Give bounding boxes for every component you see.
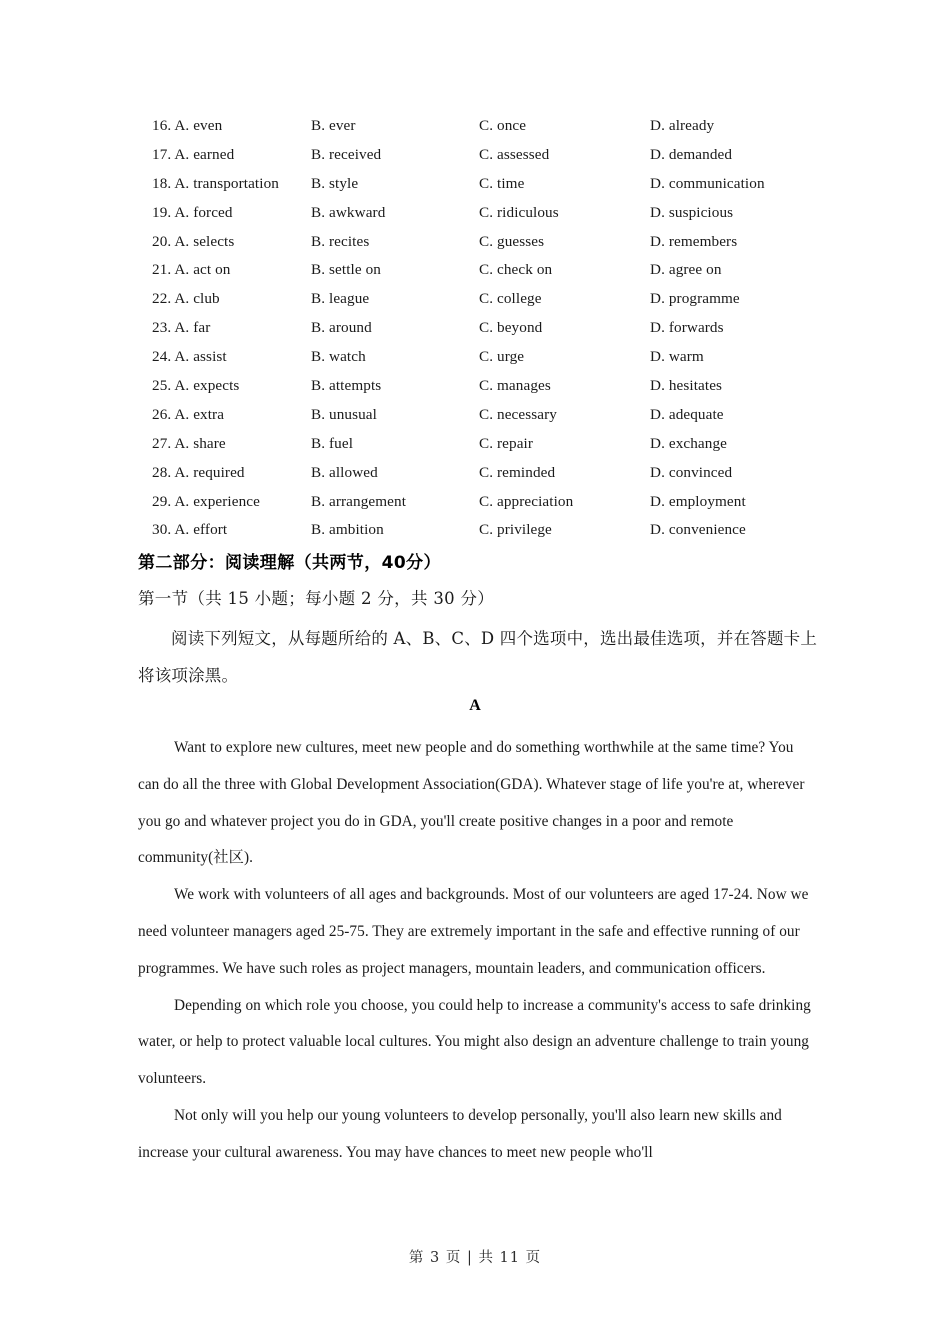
option-d[interactable]: D. employment bbox=[650, 492, 746, 510]
option-b[interactable]: B. awkward bbox=[311, 203, 386, 221]
option-d[interactable]: D. convenience bbox=[650, 521, 746, 539]
option-c[interactable]: C. check on bbox=[479, 261, 553, 279]
table-row bbox=[152, 430, 852, 459]
option-a[interactable]: 29. A. experience bbox=[152, 492, 260, 510]
option-c[interactable]: C. manages bbox=[479, 377, 551, 395]
option-d[interactable]: D. communication bbox=[650, 174, 765, 192]
option-c[interactable]: C. urge bbox=[479, 348, 525, 366]
option-d[interactable]: D. exchange bbox=[650, 434, 728, 452]
option-d[interactable]: D. agree on bbox=[650, 261, 722, 279]
option-a[interactable]: 25. A. expects bbox=[152, 377, 240, 395]
option-b[interactable]: B. received bbox=[311, 145, 382, 163]
option-d[interactable]: D. remembers bbox=[650, 232, 738, 250]
option-b[interactable]: B. around bbox=[311, 319, 372, 337]
section-instruction: 阅读下列短文，从每题所给的 A、B、C、D 四个选项中，选出最佳选项，并在答题卡上将该项涂黑。 bbox=[138, 629, 818, 685]
option-b[interactable]: B. attempts bbox=[311, 377, 382, 395]
option-a[interactable]: 17. A. earned bbox=[152, 145, 235, 163]
table-row bbox=[152, 170, 852, 199]
option-b[interactable]: B. ambition bbox=[311, 521, 384, 539]
option-c[interactable]: C. time bbox=[479, 174, 525, 192]
option-c[interactable]: C. once bbox=[479, 117, 527, 134]
table-row bbox=[152, 516, 852, 545]
option-b[interactable]: B. watch bbox=[311, 348, 366, 366]
option-c[interactable]: C. repair bbox=[479, 434, 534, 452]
option-c[interactable]: C. guesses bbox=[479, 232, 545, 250]
cloze-options-grid bbox=[152, 112, 852, 545]
option-b[interactable]: B. arrangement bbox=[311, 492, 407, 510]
option-b[interactable]: B. allowed bbox=[311, 463, 378, 481]
option-b[interactable]: B. fuel bbox=[311, 434, 354, 452]
table-row bbox=[152, 459, 852, 488]
option-c[interactable]: C. beyond bbox=[479, 319, 543, 337]
option-d[interactable]: D. suspicious bbox=[650, 203, 734, 221]
table-row bbox=[152, 488, 852, 517]
table-row bbox=[152, 199, 852, 228]
option-a[interactable]: 28. A. required bbox=[152, 463, 245, 481]
page-footer: 第 3 页 | 共 11 页 bbox=[408, 1250, 542, 1266]
passage-paragraph: Not only will you help our young volunteers to develop personally, you'll also learn new skills and increase your cultural awareness. You may have chances to meet new people who'll bbox=[138, 1106, 782, 1161]
option-a[interactable]: 22. A. club bbox=[152, 290, 220, 308]
option-a[interactable]: 23. A. far bbox=[152, 319, 211, 337]
option-d[interactable]: D. already bbox=[650, 117, 715, 134]
option-b[interactable]: B. recites bbox=[311, 232, 370, 250]
option-b[interactable]: B. unusual bbox=[311, 405, 377, 423]
option-a[interactable]: 24. A. assist bbox=[152, 348, 227, 366]
option-b[interactable]: B. league bbox=[311, 290, 370, 308]
option-a[interactable]: 19. A. forced bbox=[152, 203, 233, 221]
passage-paragraph: Want to explore new cultures, meet new people and do something worthwhile at the same time? You can do all the three with Global Development Association(GDA). Whatever stage of life you're at, wherever you go and whatever project you do in GDA, you'll create positive changes in a poor and remote community(社区). bbox=[138, 739, 805, 867]
option-a[interactable]: 20. A. selects bbox=[152, 232, 235, 250]
subsection-heading: 第一节（共 15 小题；每小题 2 分，共 30 分） bbox=[138, 589, 495, 608]
passage-paragraph: Depending on which role you choose, you could help to increase a community's access to safe drinking water, or help to protect valuable local cultures. You might also design an adventure challenge to train young volunteers. bbox=[138, 996, 811, 1088]
option-d[interactable]: D. programme bbox=[650, 290, 740, 308]
table-row bbox=[152, 285, 852, 314]
option-c[interactable]: C. appreciation bbox=[479, 492, 574, 510]
table-row bbox=[152, 314, 852, 343]
table-row bbox=[152, 112, 852, 141]
option-b[interactable]: B. style bbox=[311, 174, 359, 192]
table-row bbox=[152, 228, 852, 257]
option-c[interactable]: C. reminded bbox=[479, 463, 556, 481]
option-d[interactable]: D. convinced bbox=[650, 463, 733, 481]
option-d[interactable]: D. hesitates bbox=[650, 377, 723, 395]
passage-label: A bbox=[469, 697, 481, 714]
table-row bbox=[152, 343, 852, 372]
option-a[interactable]: 16. A. even bbox=[152, 117, 223, 134]
option-d[interactable]: D. warm bbox=[650, 348, 704, 366]
option-c[interactable]: C. privilege bbox=[479, 521, 552, 539]
option-c[interactable]: C. assessed bbox=[479, 145, 550, 163]
option-a[interactable]: 27. A. share bbox=[152, 434, 226, 452]
option-c[interactable]: C. college bbox=[479, 290, 542, 308]
option-a[interactable]: 21. A. act on bbox=[152, 261, 231, 279]
passage-paragraph: We work with volunteers of all ages and backgrounds. Most of our volunteers are aged 17-24. Now we need volunteer managers aged 25-75. They are extremely important in the safe and effective running of our programmes. We have such roles as project managers, mountain leaders, and communication officers. bbox=[138, 886, 809, 977]
table-row bbox=[152, 372, 852, 401]
option-b[interactable]: B. settle on bbox=[311, 261, 381, 279]
table-row bbox=[152, 256, 852, 285]
option-a[interactable]: 26. A. extra bbox=[152, 405, 225, 423]
option-d[interactable]: D. forwards bbox=[650, 319, 724, 337]
part-heading: 第二部分：阅读理解（共两节，40分） bbox=[138, 553, 441, 573]
option-c[interactable]: C. ridiculous bbox=[479, 203, 559, 221]
option-d[interactable]: D. adequate bbox=[650, 405, 724, 423]
option-a[interactable]: 18. A. transportation bbox=[152, 174, 279, 192]
option-a[interactable]: 30. A. effort bbox=[152, 521, 228, 539]
table-row bbox=[152, 141, 852, 170]
option-d[interactable]: D. demanded bbox=[650, 145, 733, 163]
option-b[interactable]: B. ever bbox=[311, 117, 356, 134]
reading-passage bbox=[138, 730, 814, 1172]
option-c[interactable]: C. necessary bbox=[479, 405, 557, 423]
table-row bbox=[152, 401, 852, 430]
